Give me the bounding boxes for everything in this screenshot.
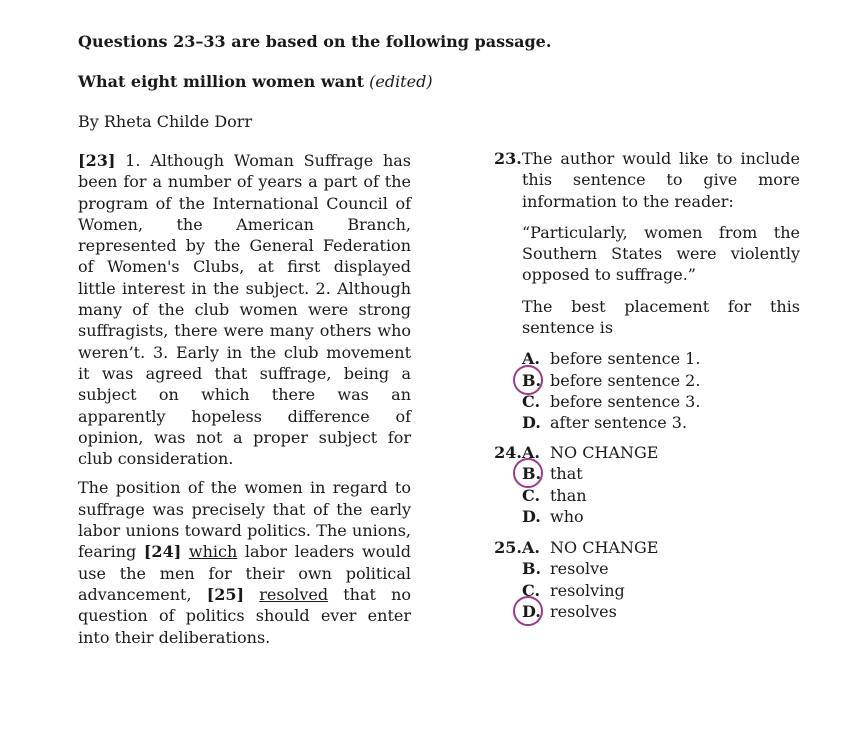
choice-text: before sentence 2. (550, 370, 701, 390)
choice-text: resolve (550, 559, 609, 579)
choice-23-d[interactable] (522, 412, 800, 433)
choice-letter-text: D. (522, 601, 541, 621)
choice-letter: D. (522, 413, 541, 433)
choice-text: NO CHANGE (550, 443, 659, 462)
choice-letter: A. (522, 349, 540, 369)
choice-text: before sentence 3. (550, 391, 701, 411)
question-24-number: 24. (494, 443, 522, 462)
choice-25-b[interactable] (494, 558, 800, 579)
article-title-main: What eight million women want (78, 72, 365, 91)
choice-letter-text: B. (522, 370, 542, 390)
choice-25-c[interactable] (494, 580, 800, 601)
choice-text: resolving (550, 580, 625, 600)
choice-letter: A. (522, 443, 540, 462)
choice-24-c[interactable] (494, 485, 800, 506)
question-23-prompt: The author would like to include this sentence to give more information to the reader: (522, 149, 800, 211)
question-23-choices (522, 348, 800, 433)
choice-24-a[interactable] (494, 442, 800, 463)
choice-letter: D. (522, 506, 541, 526)
choice-text: after sentence 3. (550, 413, 688, 433)
marker-23: [23] (78, 151, 116, 170)
choice-letter (522, 601, 550, 622)
choice-24-d[interactable] (494, 506, 800, 527)
question-23-quote: “Particularly, women from the Southern States were violently opposed to suffrage.” (522, 222, 800, 285)
question-24 (494, 442, 800, 527)
choice-text: resolves (550, 601, 617, 621)
marker-24: [24] (143, 542, 182, 562)
choice-25-d[interactable] (494, 601, 800, 622)
choice-25-a[interactable] (494, 537, 800, 558)
paragraph-1-text: 1. Although Woman Suffrage has been for a number of years a part of the program of the International Council of Women, the American Branch, represented by the General Federation of Women's Clubs, at first displayed little interest in the subject. 2. Although many of the club women were strong suffragists, there were many others who weren’t. 3. Early in the club movement it was agreed that suffrage, being a subject on which there was an apparently hopeless difference of opinion, was not a proper subject for club consideration. (78, 151, 411, 469)
question-25-number: 25. (494, 538, 522, 557)
article-title (78, 72, 433, 92)
choice-24-b[interactable] (494, 463, 800, 484)
paragraph-2-part-3: that no question of politics should ever enter into their deliberations. (78, 584, 411, 647)
choice-text: who (550, 506, 584, 526)
choice-23-c[interactable] (522, 391, 800, 412)
article-byline: By Rheta Childe Dorr (78, 112, 253, 131)
passage-text (78, 150, 411, 656)
paragraph-2-part-1: The position of the women in regard to suffrage was precisely that of the early labor unions toward politics. The unions, fearing (78, 478, 411, 562)
marker-25: [25] (206, 584, 245, 604)
question-23-question: The best placement for this sentence is (522, 296, 800, 338)
passage-paragraph-1 (78, 150, 411, 469)
choice-letter: C. (522, 485, 541, 505)
choice-text: NO CHANGE (550, 538, 659, 557)
passage-paragraph-2 (78, 477, 411, 647)
choice-letter: B. (522, 559, 542, 579)
question-23-number: 23. (494, 149, 522, 168)
underlined-which: which (188, 542, 238, 562)
choice-letter (522, 370, 550, 391)
choice-letter (522, 463, 550, 484)
choice-letter: C. (522, 391, 541, 411)
questions-heading: Questions 23–33 are based on the following passage. (78, 32, 552, 51)
article-title-note: (edited) (369, 72, 433, 91)
choice-letter: A. (522, 538, 540, 557)
choice-letter: C. (522, 580, 541, 600)
question-23 (494, 148, 800, 434)
paragraph-2-part-2: labor leaders would use the men for their own political advancement, (78, 542, 411, 604)
choice-letter-text: B. (522, 464, 542, 484)
question-25 (494, 537, 800, 622)
choice-23-a[interactable] (522, 348, 800, 369)
underlined-resolved: resolved (259, 584, 329, 604)
choice-23-b[interactable] (522, 370, 800, 391)
choice-text: before sentence 1. (550, 349, 701, 369)
choice-text: than (550, 485, 587, 505)
choice-text: that (550, 464, 583, 484)
